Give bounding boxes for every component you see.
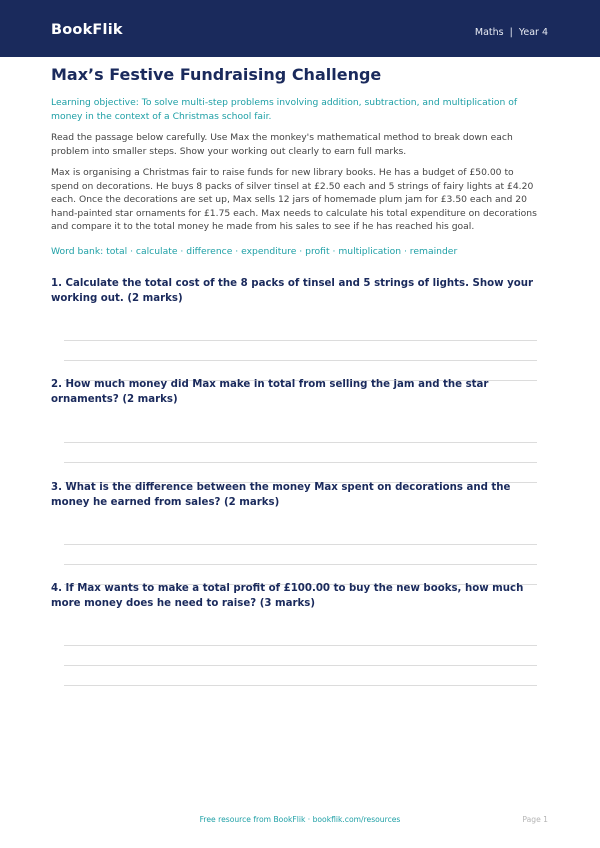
- subject-meta: [475, 27, 548, 38]
- story-passage: Max is organising a Christmas fair to raise funds for new library books. He has a budget of £50.00 to spend on decorations. He buys 8 packs of silver tinsel at £2.50 each and 5 strings of fairy lights at £4.20 each. Once the decorations are set up, Max sells 12 jars of homemade plum jam for £3.50 each and 20 hand-painted star ornaments for £1.75 each. Max needs to calculate his total expenditure on decorations and compare it to the total money he made from his sales to see if he has reached his goal.: [51, 167, 537, 232]
- footer-credit-link[interactable]: Free resource from BookFlik · bookflik.com/resources: [199, 815, 401, 824]
- worksheet-intro: [51, 64, 541, 258]
- answer-line[interactable]: [64, 360, 537, 361]
- page-title: Max’s Festive Fundraising Challenge: [51, 65, 382, 84]
- page-header: [0, 0, 600, 57]
- answer-line[interactable]: [64, 665, 537, 666]
- answer-line[interactable]: [64, 340, 537, 341]
- question-3: 3. What is the difference between the money Max spent on decorations and the money he earned from sales? (2 marks): [51, 482, 511, 508]
- instructions: Read the passage below carefully. Use Max the monkey's mathematical method to break down each problem into smaller steps. Show your working out clearly to earn full marks.: [51, 132, 513, 157]
- learning-objective: Learning objective: To solve multi-step problems involving addition, subtraction, and multiplication of money in the context of a Christmas school fair.: [51, 97, 518, 122]
- answer-line[interactable]: [64, 564, 537, 565]
- brand-logo: BookFlik: [51, 22, 123, 38]
- meta-separator: |: [509, 27, 513, 38]
- year-label: Year 4: [518, 27, 548, 38]
- question-1: 1. Calculate the total cost of the 8 packs of tinsel and 5 strings of lights. Show your working out. (2 marks): [51, 278, 533, 304]
- subject-label: Maths: [474, 27, 504, 38]
- page-number: Page 1: [522, 815, 548, 824]
- question-4: 4. If Max wants to make a total profit of £100.00 to buy the new books, how much more money does he need to raise? (3 marks): [51, 583, 524, 609]
- question-2: 2. How much money did Max make in total from selling the jam and the star ornaments? (2 marks): [51, 379, 489, 405]
- answer-line[interactable]: [64, 462, 537, 463]
- answer-line[interactable]: [64, 442, 537, 443]
- answer-line[interactable]: [64, 645, 537, 646]
- answer-line[interactable]: [64, 544, 537, 545]
- answer-line[interactable]: [64, 685, 537, 686]
- word-bank: Word bank: total · calculate · difference · expenditure · profit · multiplication · remainder: [51, 245, 458, 257]
